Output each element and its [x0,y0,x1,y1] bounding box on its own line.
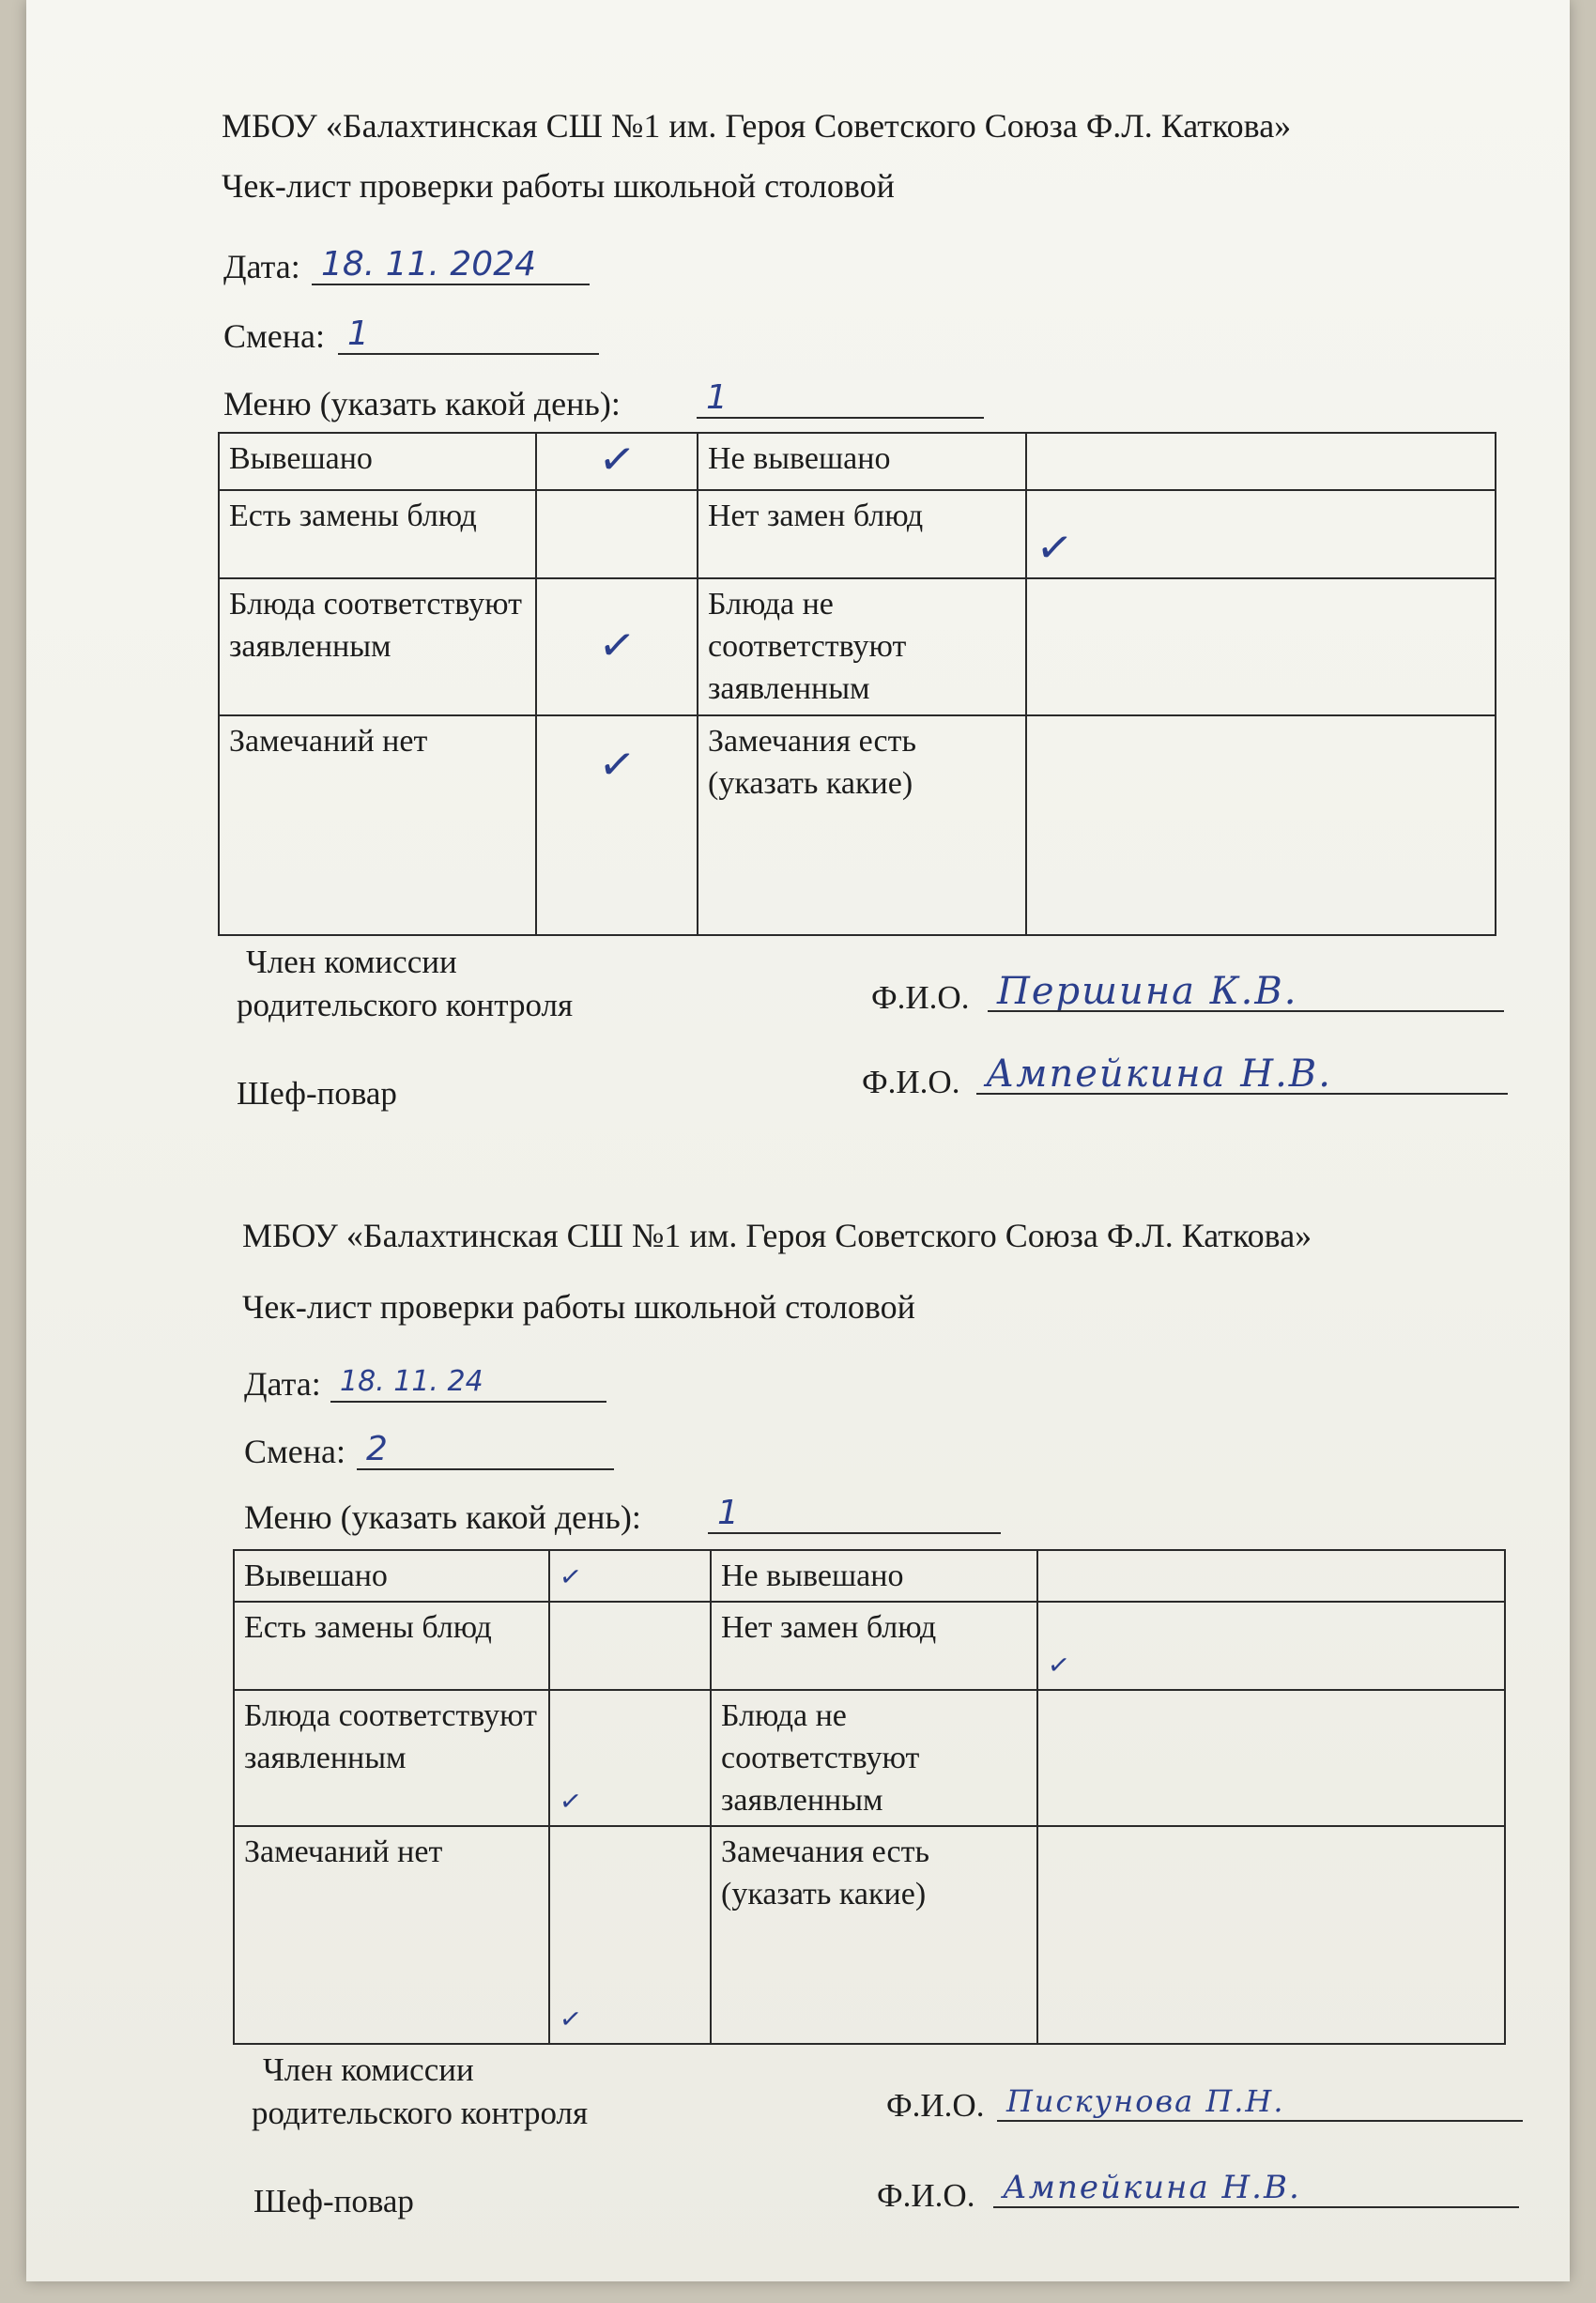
criterion-cell: Блюда не соответствуют заявленным [698,578,1026,715]
fio-label: Ф.И.О. [877,2177,975,2214]
checkmark-icon: ✓ [595,736,638,792]
menu-day-field[interactable]: 1 [708,1495,1001,1534]
criterion-cell: Вывешано [219,433,536,490]
fio-label: Ф.И.О. [886,2087,985,2124]
menu-label: Меню (указать какой день): [223,385,621,422]
chef-signature-field[interactable]: Ампейкина Н.В. [993,2169,1519,2208]
member-signature-field[interactable]: Пискунова П.Н. [997,2082,1523,2122]
remarks-cell[interactable] [1037,1826,1505,2044]
chef-label: Шеф-повар [253,2183,414,2219]
criterion-cell: Нет замен блюд [711,1602,1037,1690]
shift-label: Смена: [223,317,326,355]
fio-label: Ф.И.О. [862,1064,960,1100]
mark-cell[interactable] [549,1826,711,2044]
chef-label: Шеф-повар [237,1075,397,1112]
checkmark-icon: ✓ [1045,1648,1072,1682]
checklist-table [233,1549,1506,2045]
criterion-cell: Нет замен блюд [698,490,1026,578]
mark-cell[interactable] [549,1550,711,1602]
member-label: Член комиссии [246,944,457,980]
criterion-cell: Не вывешано [698,433,1026,490]
mark-cell[interactable] [1037,1602,1505,1690]
criterion-cell: Замечания есть (указать какие) [711,1826,1037,2044]
table-row [234,1826,1505,2044]
criterion-cell: Замечания есть (указать какие) [698,715,1026,935]
member-label-2: родительского контроля [237,987,574,1023]
fio-label: Ф.И.О. [871,979,970,1016]
checkmark-icon: ✓ [557,2002,584,2036]
table-row [234,1690,1505,1826]
criterion-cell: Замечаний нет [234,1826,549,2044]
date-label: Дата: [223,248,300,285]
checkmark-icon: ✓ [595,431,638,487]
table-row [234,1550,1505,1602]
shift-label: Смена: [244,1433,346,1470]
date-field[interactable]: 18. 11. 2024 [312,246,590,285]
criterion-cell: Замечаний нет [219,715,536,935]
criterion-cell: Вывешано [234,1550,549,1602]
mark-cell[interactable] [1037,1690,1505,1826]
criterion-cell: Есть замены блюд [219,490,536,578]
member-signature-field[interactable]: Першина К.В. [988,973,1504,1012]
mark-cell[interactable] [549,1602,711,1690]
mark-cell[interactable] [1037,1550,1505,1602]
menu-label: Меню (указать какой день): [244,1498,641,1536]
table-row [234,1602,1505,1690]
criterion-cell: Блюда соответствуют заявленным [219,578,536,715]
form-title: Чек-лист проверки работы школьной столовой [242,1288,915,1326]
form-title: Чек-лист проверки работы школьной столовой [222,167,895,205]
criterion-cell: Не вывешано [711,1550,1037,1602]
criterion-cell: Блюда не соответствуют заявленным [711,1690,1037,1826]
criterion-cell: Есть замены блюд [234,1602,549,1690]
shift-field[interactable]: 2 [357,1431,614,1470]
criterion-cell: Блюда соответствуют заявленным [234,1690,549,1826]
school-name: МБОУ «Балахтинская СШ №1 им. Героя Советского Союза Ф.Л. Каткова» [242,1217,1312,1254]
date-field[interactable]: 18. 11. 24 [330,1363,606,1403]
school-name: МБОУ «Балахтинская СШ №1 им. Героя Советского Союза Ф.Л. Каткова» [222,107,1292,145]
date-label: Дата: [244,1365,321,1403]
member-label: Член комиссии [263,2051,474,2088]
checkmark-icon: ✓ [595,617,638,672]
member-label-2: родительского контроля [252,2095,589,2131]
mark-cell[interactable] [549,1690,711,1826]
menu-day-field[interactable]: 1 [697,379,984,419]
chef-signature-field[interactable]: Ампейкина Н.В. [976,1055,1508,1095]
checkmark-icon: ✓ [557,1784,584,1819]
checkmark-icon: ✓ [1033,519,1077,576]
shift-field[interactable]: 1 [338,315,599,355]
checkmark-icon: ✓ [557,1559,584,1594]
